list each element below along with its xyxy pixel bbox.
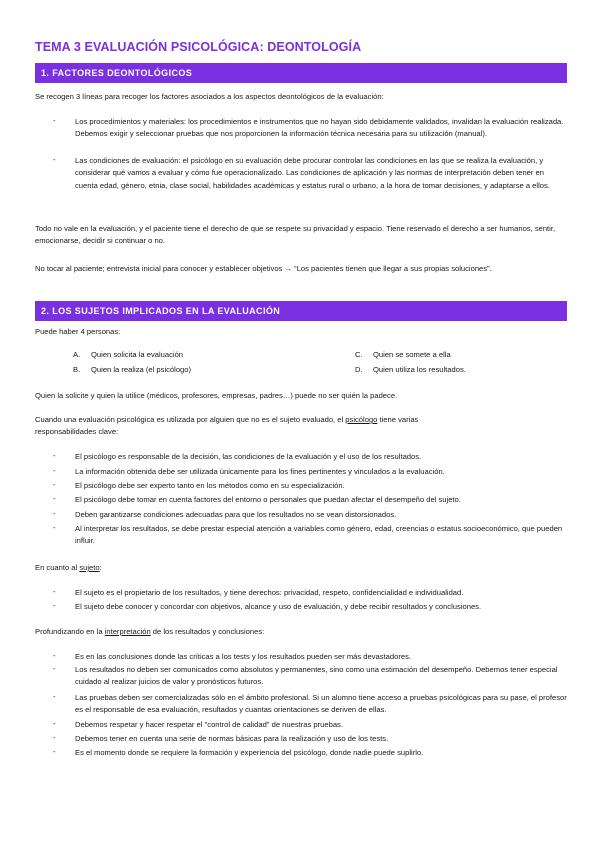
bullet-dash: - — [53, 155, 56, 164]
list-item: El psicólogo debe ser experto tanto en los métodos como en su especialización. — [75, 481, 345, 490]
paragraph: Todo no vale en la evaluación, y el paciente tiene el derecho de que se respete su privacidad y espacio. Tiene reservado el derecho a ser humanos, sentir, emocionarse, decidir si continuar o no. — [35, 224, 556, 246]
bullet-dash: - — [53, 494, 56, 503]
paragraph-interpretation: Profundizando en la interpretación de los resultados y conclusiones: — [35, 627, 265, 636]
paragraph-subject: En cuanto al sujeto: — [35, 563, 102, 572]
list-item: Deben garantizarse condiciones adecuadas para que los resultados no se vean distorsionados. — [75, 510, 397, 519]
list-item: Debemos respetar y hacer respetar el "control de calidad" de nuestras pruebas. — [75, 720, 343, 729]
section-heading-2: 2. LOS SUJETOS IMPLICADOS EN LA EVALUACIÓN — [35, 301, 567, 321]
bullet-dash: - — [53, 480, 56, 489]
list-item: El psicólogo debe tomar en cuenta factores del entorno o personales que puedan afectar el desempeño del sujeto. — [75, 495, 461, 504]
bullet-dash: - — [53, 509, 56, 518]
person-item-d: D. Quien utiliza los resultados. — [355, 365, 466, 374]
list-item: Las condiciones de evaluación: el psicólogo en su evaluación debe procurar controlar las condiciones en las que se realiza la evaluación, y considerar qué vamos a evaluar y cómo fue operacionalizado. Las condiciones de aplicación y las normas de interpretación deben tener en cuenta edad, género, etnia, clase social, habilidades académicas y estatus rural o urbano, a la hora de tomar decisiones, y adaptarse a ellos. — [75, 156, 550, 190]
bullet-dash: - — [53, 601, 56, 610]
paragraph-psychologist: Cuando una evaluación psicológica es utilizada por alguien que no es el sujeto evaluado, el psicólogo tiene varias — [35, 415, 419, 424]
section-1-intro: Se recogen 3 líneas para recoger los factores asociados a los aspectos deontológicos de la evaluación: — [35, 92, 384, 101]
list-item: El sujeto debe conocer y concordar con objetivos, alcance y uso de evaluación, y debe recibir resultados y conclusiones. — [75, 602, 482, 611]
bullet-dash: - — [53, 523, 56, 532]
bullet-dash: - — [53, 451, 56, 460]
list-item: El psicólogo es responsable de la decisión, las condiciones de la evaluación y el uso de los resultados. — [75, 452, 422, 461]
list-item: Los procedimientos y materiales: los procedimientos e instrumentos que no hayan sido debidamente validados, invalidan la evaluación realizada. Debemos exigir y seleccionar pruebas que nos proporcionen la información técnica necesaria para su utilización (manual). — [75, 117, 564, 139]
bullet-dash: - — [53, 719, 56, 728]
bullet-dash: - — [53, 651, 56, 660]
list-item: Es el momento donde se requiere la formación y experiencia del psicólogo, donde nadie puede suplirlo. — [75, 748, 424, 757]
paragraph: Quien la solicite y quien la utilice (médicos, profesores, empresas, padres…) puede no ser quién la padece. — [35, 391, 398, 400]
list-item: El sujeto es el propietario de los resultados, y tiene derechos: privacidad, respeto, confidencialidad e individualidad. — [75, 588, 464, 597]
section-2-intro: Puede haber 4 personas: — [35, 327, 121, 336]
list-item: Es en las conclusiones donde las críticas a los tests y los resultados pueden ser más devastadores. — [75, 652, 411, 661]
list-item: Las pruebas deben ser comercializadas sólo en el ámbito profesional. Si un alumno tiene acceso a pruebas psicológicas para su pase, el profesor es el responsable de esa evaluación, resultados y cuantas orientaciones se deriven de ellas. — [75, 693, 567, 715]
list-item: Los resultados no deben ser comunicados como absolutos y permanentes, sino como una estimación del desempeño. Debemos tener especial cuidado al realizar juicios de valor y pronósticos futuros. — [75, 665, 558, 687]
list-item: Debemos tener en cuenta una serie de normas básicas para la realización y uso de los tests. — [75, 734, 389, 743]
list-item: Al interpretar los resultados, se debe prestar especial atención a variables como género, edad, creencias o estatus socioeconómico, que pueden influir. — [75, 524, 563, 546]
bullet-dash: - — [53, 466, 56, 475]
person-item-a: A. Quien solicita la evaluación — [73, 350, 184, 359]
person-item-b: B. Quien la realiza (el psicólogo) — [73, 365, 192, 374]
list-item: La información obtenida debe ser utilizada únicamente para los fines pertinentes y vinculados a la evaluación. — [75, 467, 445, 476]
document-title: TEMA 3 EVALUACIÓN PSICOLÓGICA: DEONTOLOGÍA — [35, 40, 362, 54]
paragraph-psychologist-cont: responsabilidades clave: — [35, 427, 119, 436]
person-item-c: C. Quien se somete a ella — [355, 350, 451, 359]
paragraph: No tocar al paciente; entrevista inicial para conocer y establecer objetivos → “Los pacientes tienen que llegar a sus propias soluciones”. — [35, 264, 492, 273]
bullet-dash: - — [53, 733, 56, 742]
bullet-dash: - — [53, 587, 56, 596]
bullet-dash: - — [53, 692, 56, 701]
bullet-dash: - — [53, 664, 56, 673]
bullet-dash: - — [53, 116, 56, 125]
section-heading-1: 1. FACTORES DEONTOLÓGICOS — [35, 63, 567, 83]
bullet-dash: - — [53, 747, 56, 756]
